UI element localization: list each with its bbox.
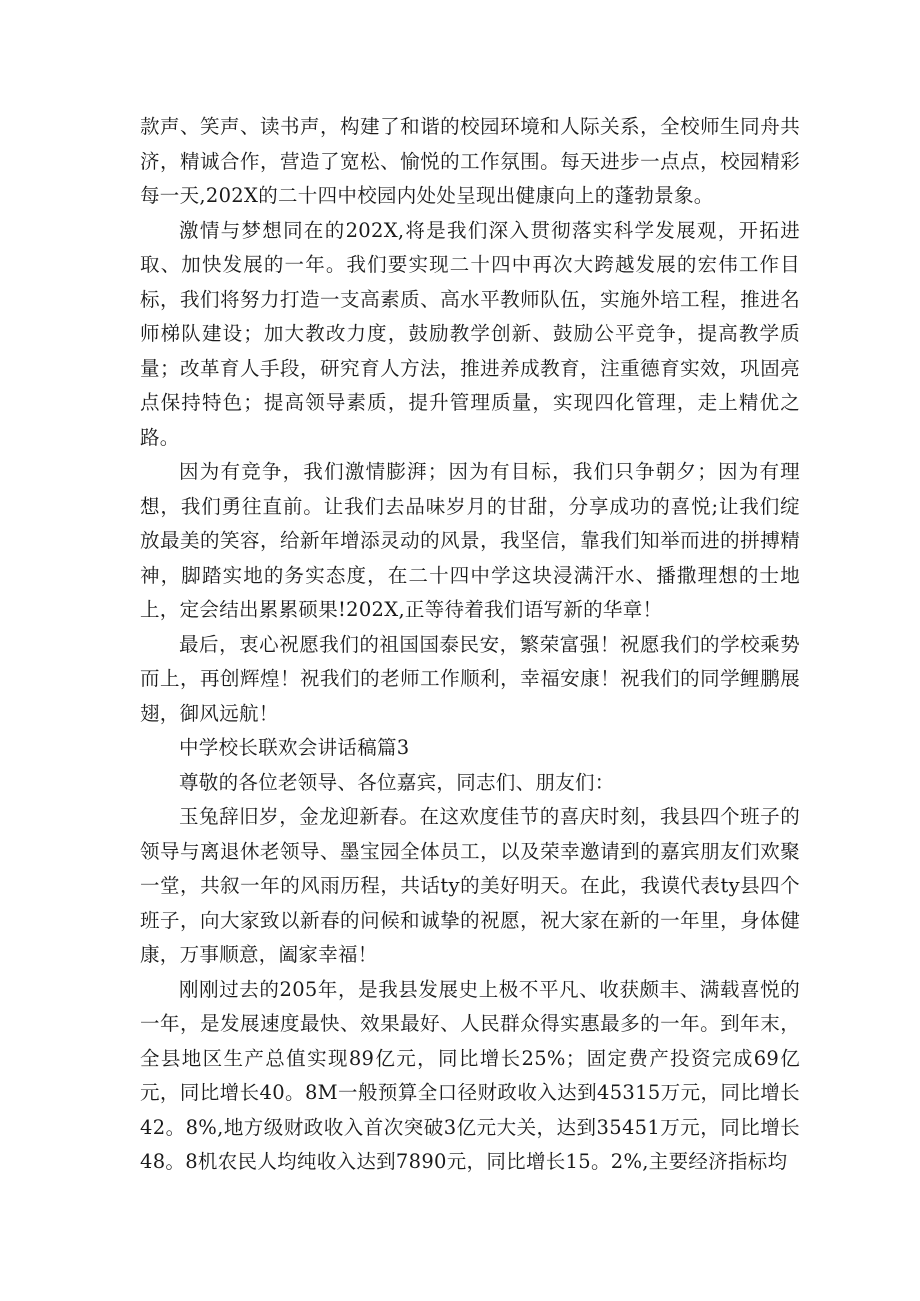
section-heading: 中学校长联欢会讲话稿篇3 [179, 736, 410, 759]
paragraph: 最后，衷心祝愿我们的祖国国泰民安，繁荣富强！祝愿我们的学校乘势而上，再创辉煌！祝我们的老师工作顺利，幸福安康！祝我们的同学鲤鹏展翅，御风远航！ [140, 632, 800, 725]
paragraph: 刚刚过去的205年，是我县发展史上极不平凡、收获颇丰、满载喜悦的一年，是发展速度最快、效果最好、人民群众得实惠最多的一年。到年末，全县地区生产总值实现89亿元，同比增长25%；固定费产投资完成69亿元，同比增长40。8M一般预算全口径财政收入达到45315万元，同比增长42。8%,地方级财政收入首次突破3亿元大关，达到35451万元，同比增长48。8机农民人均纯收入达到7890元，同比增长15。2%,主要经济指标均 [140, 977, 800, 1173]
paragraph-continuation: 款声、笑声、读书声，构建了和谐的校园环境和人际关系，全校师生同舟共济，精诚合作，营造了宽松、愉悦的工作氛围。每天进步一点点，校园精彩每一天,202X的二十四中校园内处处呈现出健康向上的蓬勃景象。 [140, 115, 800, 207]
document-body [140, 110, 800, 1180]
paragraph: 因为有竞争，我们激情膨湃；因为有目标，我们只争朝夕；因为有理想，我们勇往直前。让我们去品味岁月的甘甜，分享成功的喜悦;让我们绽放最美的笑容，给新年增添灵动的风景，我坚信，靠我们知举而进的拼搏精神，脚踏实地的务实态度，在二十四中学这块浸满汗水、播撒理想的士地上，定会结出累累硕果!202X,正等待着我们语写新的华章！ [140, 460, 800, 621]
paragraph: 玉兔辞旧岁，金龙迎新春。在这欢度佳节的喜庆时刻，我县四个班子的领导与离退休老领导、墨宝园全体员工，以及荣幸邀请到的嘉宾朋友们欢聚一堂，共叙一年的风雨历程，共话ty的美好明天。在此，我谟代表ty县四个班子，向大家致以新春的问候和诚挚的祝愿，祝大家在新的一年里，身体健康，万事顺意，阖家幸福！ [140, 805, 800, 966]
paragraph: 激情与梦想同在的202X,将是我们深入贯彻落实科学发展观，开拓进取、加快发展的一年。我们要实现二十四中再次大跨越发展的宏伟工作目标，我们将努力打造一支高素质、高水平教师队伍，实施外培工程，推进名师梯队建设；加大教改力度，鼓励教学创新、鼓励公平竞争，提高教学质量；改革育人手段，研究育人方法，推进养成教育，注重德育实效，巩固亮点保持特色；提高领导素质，提升管理质量，实现四化管理，走上精优之路。 [140, 218, 800, 449]
salutation: 尊敬的各位老领导、各位嘉宾，同志们、朋友们： [179, 770, 615, 794]
